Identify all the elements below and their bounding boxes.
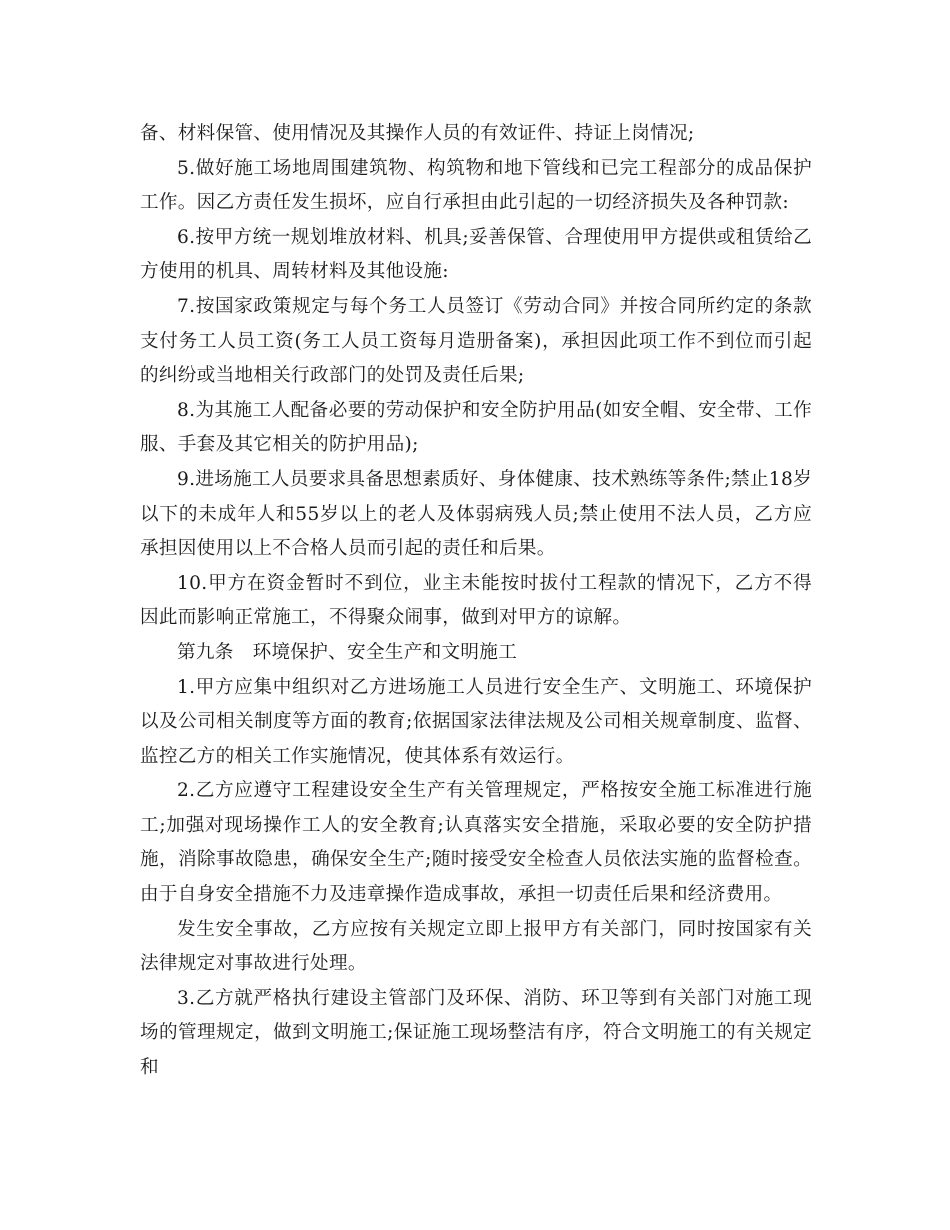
paragraph: 发生安全事故，乙方应按有关规定立即上报甲方有关部门，同时按国家有关法律规定对事故进行处理。 bbox=[140, 918, 812, 975]
paragraph: 2.乙方应遵守工程建设安全生产有关管理规定，严格按安全施工标准进行施工;加强对现场操作工人的安全教育;认真落实安全措施，采取必要的安全防护措施，消除事故隐患，确保安全生产;随时接受安全检查人员依法实施的监督检查。由于自身安全措施不力及违章操作造成事故，承担一切责任后果和经济费用。 bbox=[140, 780, 812, 906]
paragraph: 5.做好施工场地周围建筑物、构筑物和地下管线和已完工程部分的成品保护工作。因乙方责任发生损坏，应自行承担由此引起的一切经济损失及各种罚款: bbox=[140, 157, 812, 214]
paragraph: 8.为其施工人配备必要的劳动保护和安全防护用品(如安全帽、安全带、工作服、手套及其它相关的防护用品); bbox=[140, 399, 812, 456]
paragraph: 7.按国家政策规定与每个务工人员签订《劳动合同》并按合同所约定的条款支付务工人员工资(务工人员工资每月造册备案)，承担因此项工作不到位而引起的纠纷或当地相关行政部门的处罚及责任后果; bbox=[140, 295, 812, 387]
paragraph: 备、材料保管、使用情况及其操作人员的有效证件、持证上岗情况; bbox=[140, 123, 695, 144]
paragraph: 6.按甲方统一规划堆放材料、机具;妥善保管、合理使用甲方提供或租赁给乙方使用的机具、周转材料及其他设施: bbox=[140, 226, 812, 283]
paragraph: 9.进场施工人员要求具备思想素质好、身体健康、技术熟练等条件;禁止18岁以下的未成年人和55岁以上的老人及体弱病残人员;禁止使用不法人员，乙方应承担因使用以上不合格人员而引起的责任和后果。 bbox=[140, 468, 812, 560]
paragraph: 1.甲方应集中组织对乙方进场施工人员进行安全生产、文明施工、环境保护以及公司相关制度等方面的教育;依据国家法律法规及公司相关规章制度、监督、监控乙方的相关工作实施情况，使其体系有效运行。 bbox=[140, 676, 812, 767]
paragraph: 3.乙方就严格执行建设主管部门及环保、消防、环卫等到有关部门对施工现场的管理规定，做到文明施工;保证施工现场整洁有序，符合文明施工的有关规定和 bbox=[140, 987, 812, 1079]
paragraph: 10.甲方在资金暂时不到位，业主未能按时拔付工程款的情况下，乙方不得因此而影响正常施工，不得聚众闹事，做到对甲方的谅解。 bbox=[140, 572, 812, 629]
section-heading: 第九条 环境保护、安全生产和文明施工 bbox=[177, 641, 518, 663]
document-body bbox=[140, 117, 812, 1086]
